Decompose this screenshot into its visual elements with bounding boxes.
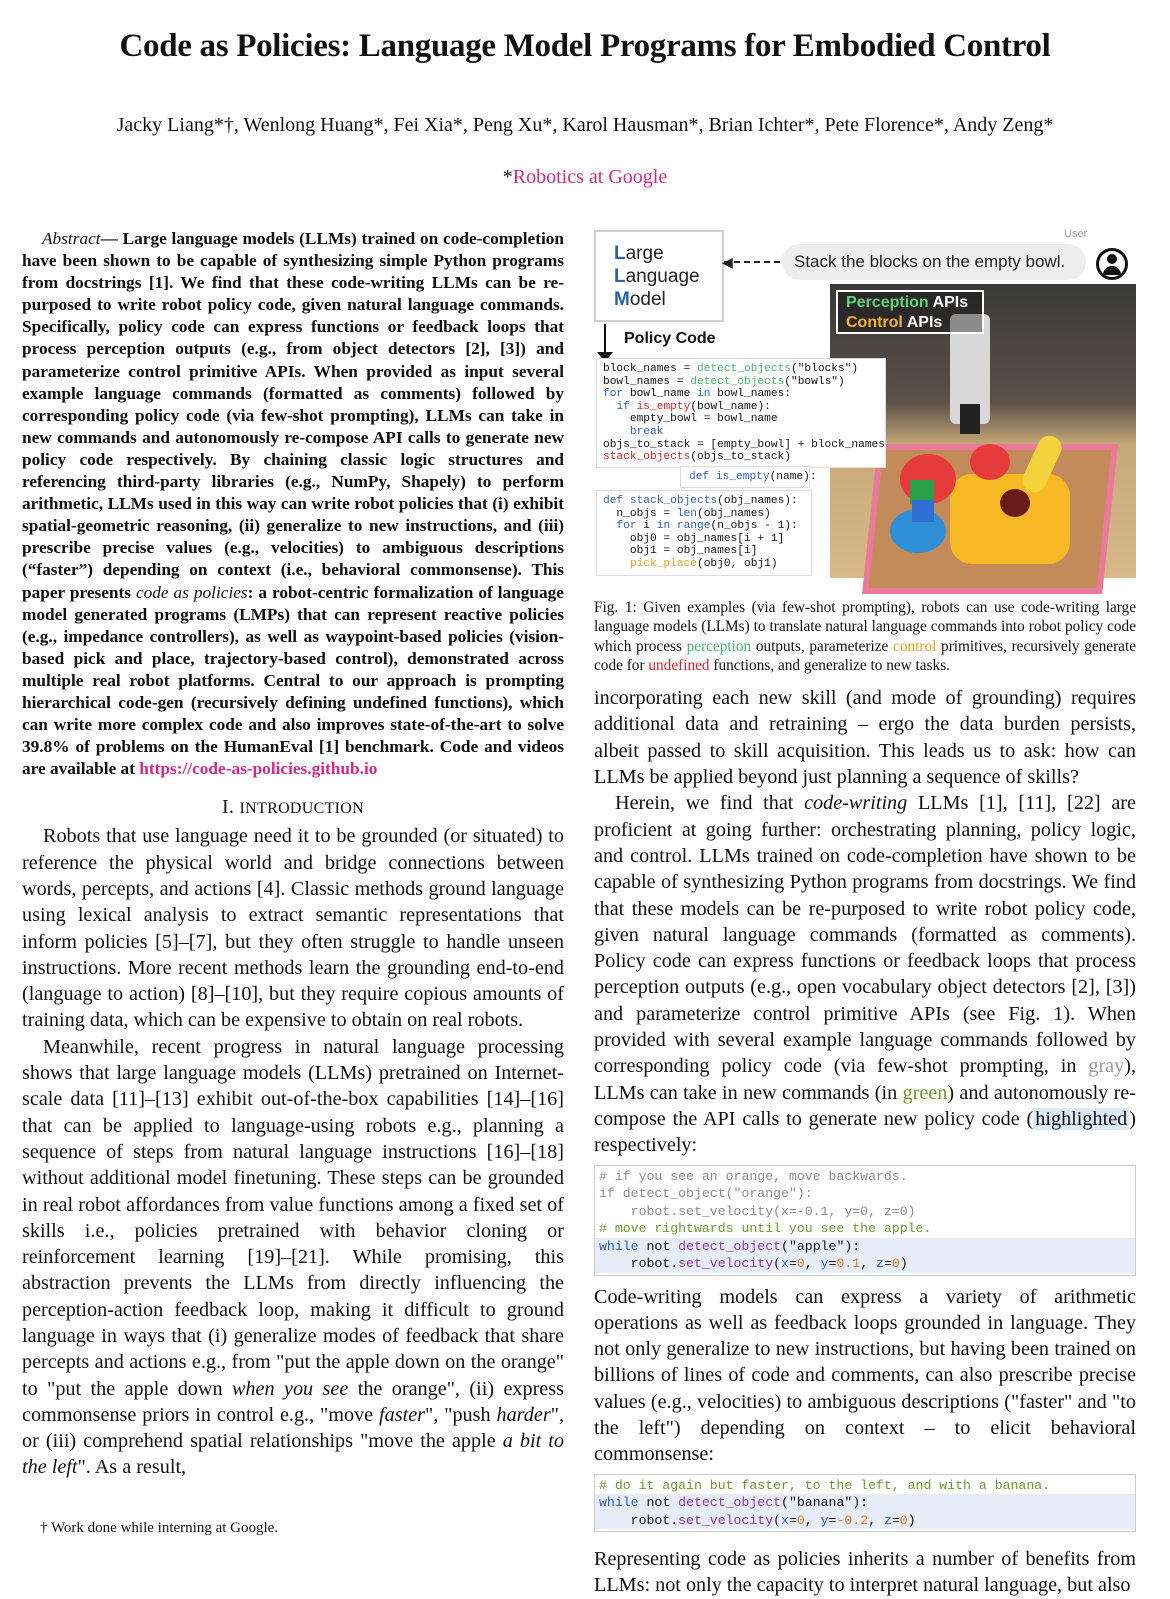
llm-box: Large Language Model <box>594 230 724 322</box>
abstract: Abstract— Large language models (LLMs) trained on code-completion have been shown to be capable of synthesizing simple Python programs from docstrings [1]. We find that these code-writing LLMs can be re-purposed to write robot policy code, given natural language commands. Specifically, policy code can express functions or feedback loops that process perception outputs (e.g., from object detectors [2], [3]) and parameterize control primitive APIs. When provided as input several example language commands (formatted as comments) followed by corresponding policy code (via few-shot prompting), LLMs can take in new commands and autonomously re-compose API calls to generate new policy code respectively. By chaining classic logic structures and referencing third-party libraries (e.g., NumPy, Shapely) to perform arithmetic, LLMs used in this way can write robot policies that (i) exhibit spatial-geometric reasoning, (ii) generalize to new instructions, and (iii) prescribe precise values (e.g., velocities) to ambiguous descriptions (“faster”) depending on context (i.e., behavioral commonsense). This paper presents code as policies: a robot-centric formalization of language model generated programs (LMPs) that can represent reactive policies (e.g., impedance controllers), as well as waypoint-based policies (vision-based pick and place, trajectory-based control), demonstrated across multiple real robot platforms. Central to our approach is prompting hierarchical code-gen (recursively defining undefined functions), which can write more complex code and also improves state-of-the-art to solve 39.8% of problems on the HumanEval [1] benchmark. Code and videos are available at https://code-as-policies.github.io <box>22 229 564 779</box>
policy-code-block: block_names = detect_objects("blocks") bowl_names = detect_objects("bowls") for bowl_name in bowl_names: if is_empty(bowl_name): empty_bowl = bowl_name break objs_to_stack = [empty_bowl] + block_names stack_objects(objs_to_stack) <box>596 358 886 468</box>
policy-code-label: Policy Code <box>624 330 716 347</box>
figure-1 <box>594 228 1136 588</box>
right-paragraph-1: incorporating each new skill (and mode of grounding) requires additional data and retraining – ergo the data burden persists, albeit passed to skill acquisition. This leads us to ask: how can LLMs be applied beyond just planning a sequence of skills? <box>594 687 1136 789</box>
user-label: User <box>1064 228 1088 240</box>
right-paragraph-4: Representing code as policies inherits a number of benefits from LLMs: not only the capacity to interpret natural language, but also <box>594 1548 1136 1597</box>
is-empty-def: def is_empty(name): <box>680 466 810 488</box>
right-paragraph-3: Code-writing models can express a variety of arithmetic operations as well as feedback loops grounded in language. They not only generalize to new instructions, but having been trained on billions of lines of code and comments, can also prescribe precise values (e.g., velocities) to ambiguous descriptions ("faster" and "to the left") depending on context – to elicit behavioral commonsense: <box>594 1285 1136 1466</box>
figure-caption: Fig. 1: Given examples (via few-shot prompting), robots can use code-writing large language models (LLMs) to translate natural language commands into robot policy code which process perception outputs, parameterize control primitives, recursively generate code for undefined functions, and generalize to new tasks. <box>594 599 1136 674</box>
intro-paragraph-2: Meanwhile, recent progress in natural language processing shows that large language models (LLMs) pretrained on Internet-scale data [11]–[13] exhibit out-of-the-box capabilities [14]–[16] that can be applied to language-using robots e.g., planning a sequence of steps from natural language instructions [16]–[18] without additional model finetuning. These steps can be grounded in real robot affordances from value functions among a fixed set of skills i.e., policies pretrained with behavior cloning or reinforcement learning [19]–[21]. While promising, this abstraction prevents the LLMs from directly influencing the perception-action feedback loop, making it difficult to ground language in ways that (i) generalize modes of feedback that share percepts and actions e.g., from "put the apple down on the orange" to "put the apple down when you see the orange", (ii) express commonsense priors in control e.g., "move faster", "push harder", or (iii) comprehend spatial relationships "move the apple a bit to the left". As a result, <box>22 1035 564 1479</box>
arrow-left-icon: ◀ <box>722 255 733 271</box>
intro-paragraph-1: Robots that use language need it to be grounded (or situated) to reference the physical world and bridge connections between words, percepts, and actions [4]. Classic methods ground language using lexical analysis to extract semantic representations that inform policies [5]–[7], but they often struggle to handle unseen instructions. More recent methods learn the grounding end-to-end (language to action) [8]–[10], but they require copious amounts of training data, which can be expensive to obtain on real robots. <box>22 825 564 1032</box>
code-example-1: # if you see an orange, move backwards. if detect_object("orange"): robot.set_velocity(x=-0.1, y=0, z=0) # move rightwards until you see the apple. while not detect_object("apple"): robot.set_velocity(x=0, y=0.1, z=0) <box>594 1165 1136 1276</box>
api-label-box: Perception APIs Control APIs <box>836 290 984 334</box>
user-icon <box>1096 248 1128 280</box>
right-paragraph-2: Herein, we find that code-writing LLMs [1], [11], [22] are proficient at going further: orchestrating planning, policy logic, and control. LLMs trained on code-completion have shown to be capable of synthesizing Python programs from docstrings. We find that these models can be re-purposed to write robot policy code, given natural language commands (formatted as comments). Policy code can express functions or feedback loops that process perception outputs (e.g., open vocabulary object detectors [2], [3]) and parameterize control primitive APIs (see Fig. 1). When provided with several example language commands followed by corresponding policy code (via few-shot prompting, in gray), LLMs can take in new commands (in green) and autonomously re-compose the API calls to generate new policy code (highlighted) respectively: <box>594 792 1136 1157</box>
user-command-bubble: Stack the blocks on the empty bowl. <box>782 244 1086 280</box>
stack-objects-def: def stack_objects(obj_names): n_objs = len(obj_names) for i in range(n_objs - 1): obj0 = obj_names[i + 1] obj1 = obj_names[i] pick_place(obj0, obj1) <box>596 490 812 576</box>
right-column <box>594 228 1136 1599</box>
author-list: Jacky Liang*†, Wenlong Huang*, Fei Xia*, Peng Xu*, Karol Hausman*, Brian Ichter*, Pete Florence*, Andy Zeng* <box>116 114 1054 136</box>
footnote: † Work done while interning at Google. <box>40 1520 279 1536</box>
paper-title: Code as Policies: Language Model Programs for Embodied Control <box>119 28 1051 64</box>
left-column <box>22 228 564 1481</box>
affiliation: *Robotics at Google <box>502 166 668 188</box>
section-heading-introduction: I. INTRODUCTION <box>221 796 365 819</box>
project-link[interactable]: https://code-as-policies.github.io <box>139 759 378 779</box>
code-example-2: # do it again but faster, to the left, and with a banana. while not detect_object("banana"): robot.set_velocity(x=0, y=-0.2, z=0) <box>594 1474 1136 1533</box>
dashed-arrow <box>724 261 780 263</box>
